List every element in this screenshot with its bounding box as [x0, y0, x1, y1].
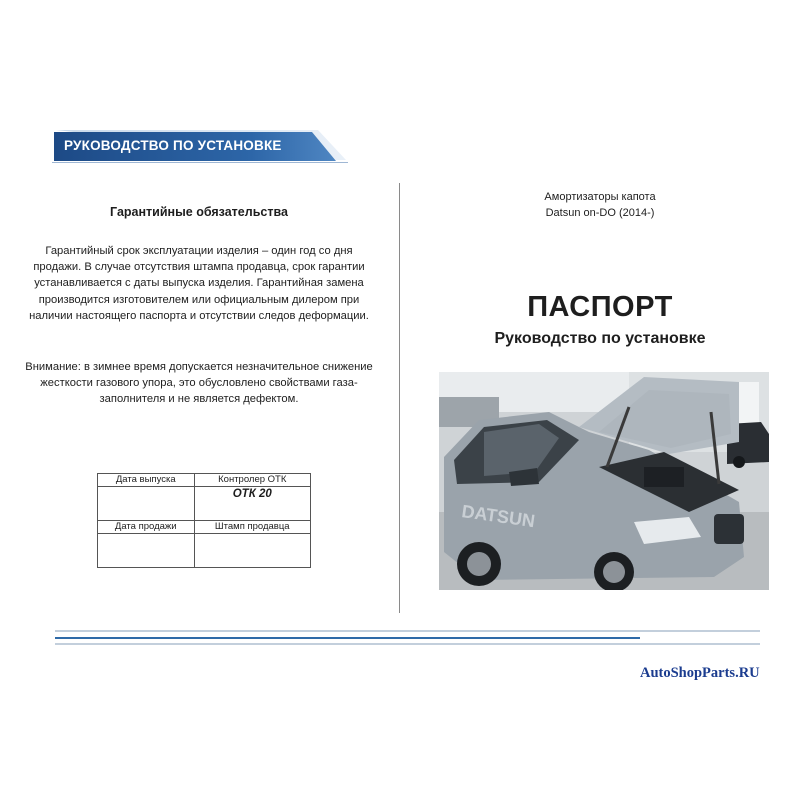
notice-paragraph: Внимание: в зимнее время допускается незначительное снижение жесткости газового упора, это обусловлено свойствами газа-заполнителя и не является дефектом.	[25, 361, 373, 406]
sale-date-cell	[98, 534, 195, 568]
release-date-label: Дата выпуска	[98, 474, 195, 487]
car-photo	[439, 372, 769, 590]
passport-subtitle: Руководство по установке	[494, 330, 706, 347]
page-divider	[399, 183, 400, 613]
inspector-label: Контролер ОТК	[194, 474, 311, 487]
warranty-title: Гарантийные обязательства	[110, 205, 288, 219]
vehicle-model: Datsun on-DO (2014-)	[545, 207, 655, 219]
watermark-logo: AutoShopParts.RU	[640, 665, 760, 681]
sale-date-label: Дата продажи	[98, 521, 195, 534]
product-name: Амортизаторы капота	[544, 191, 656, 203]
car-brand-decal: DATSUN	[460, 501, 537, 532]
inspector-cell	[194, 487, 311, 521]
release-date-cell	[98, 487, 195, 521]
seller-stamp-cell	[194, 534, 311, 568]
seller-stamp-label: Штамп продавца	[194, 521, 311, 534]
stamp-table	[97, 473, 311, 568]
bottom-decorative-lines	[0, 628, 800, 658]
passport-title: ПАСПОРТ	[527, 291, 673, 323]
header-banner	[50, 127, 350, 165]
inspector-value: ОТК 20	[232, 488, 272, 500]
warranty-paragraph: Гарантийный срок эксплуатации изделия – один год со дня продажи. В случае отсутствия штампа продавца, срок гарантии устанавливается с даты выпуска изделия. Гарантийная замена производится изготовителем или официальным дилером при наличии настоящего паспорта и отсутствии следов деформации.	[29, 245, 369, 322]
banner-title: РУКОВОДСТВО ПО УСТАНОВКЕ	[64, 138, 282, 153]
